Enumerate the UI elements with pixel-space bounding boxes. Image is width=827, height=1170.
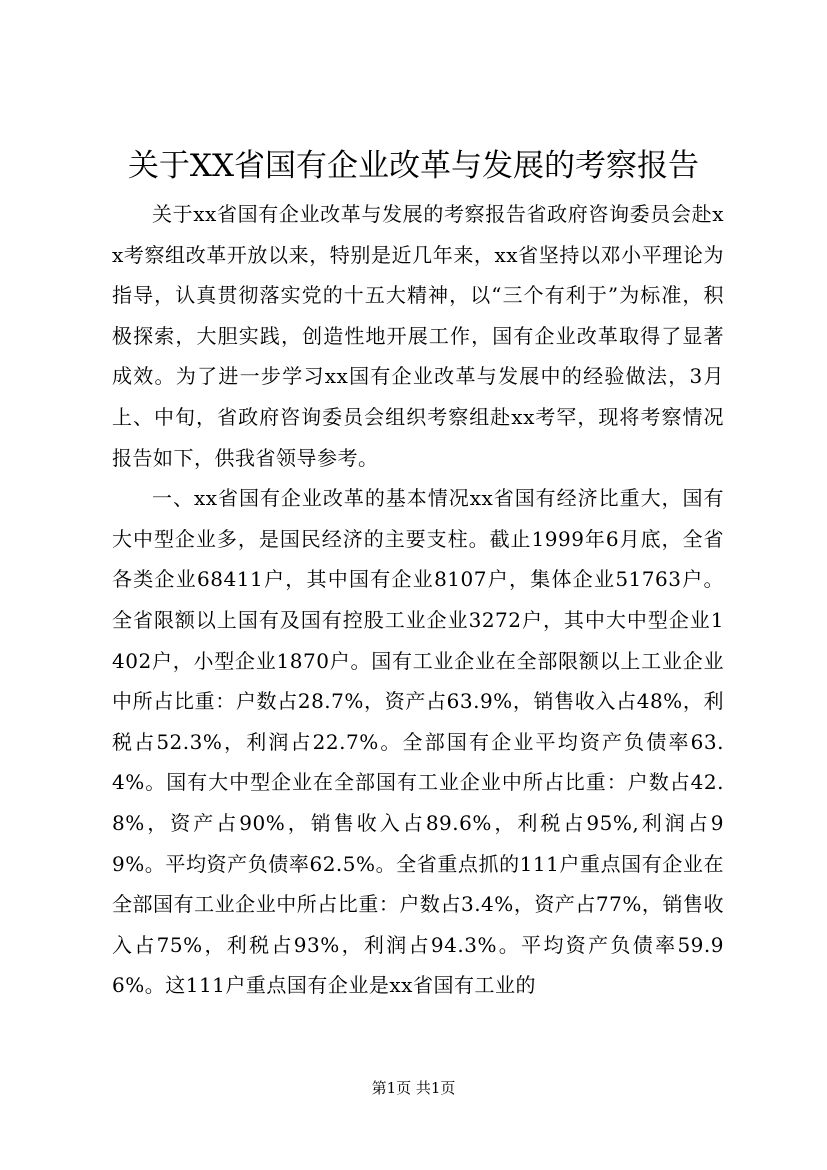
paragraph-intro: 关于xx省国有企业改革与发展的考察报告省政府咨询委员会赴xx考察组改革开放以来，特别是近几年来，xx省坚持以邓小平理论为指导，认真贯彻落实党的十五大精神，以“三个有利于”为标准，积极探索，大胆实践，创造性地开展工作，国有企业改革取得了显著成效。为了进一步学习xx国有企业改革与发展中的经验做法，3月上、中旬，省政府咨询委员会组织考察组赴xx考罕，现将考察情况报告如下，供我省领导参考。 [112, 202, 724, 470]
document-body [112, 194, 724, 1006]
paragraph-section-one: 一、xx省国有企业改革的基本情况xx省国有经济比重大，国有大中型企业多，是国民经济的主要支柱。截止1999年6月底，全省各类企业68411户，其中国有企业8107户，集体企业51763户。全省限额以上国有及国有控股工业企业3272户，其中大中型企业1402户，小型企业1870户。国有工业企业在全部限额以上工业企业中所占比重：户数占28.7%，资产占63.9%，销售收入占48%，利税占52.3%，利润占22.7%。全部国有企业平均资产负债率63.4%。国有大中型企业在全部国有工业企业中所占比重：户数占42.8%，资产占90%，销售收入占89.6%，利税占95%,利润占99%。平均资产负债率62.5%。全省重点抓的111户重点国有企业在全部国有工业企业中所占比重：户数占3.4%，资产占77%，销售收入占75%，利税占93%，利润占94.3%。平均资产负债率59.96%。这111户重点国有企业是xx省国有工业的 [112, 486, 724, 998]
page-footer: 第1页 共1页 [371, 1079, 456, 1097]
document-title: 关于XX省国有企业改革与发展的考察报告 [127, 148, 700, 184]
